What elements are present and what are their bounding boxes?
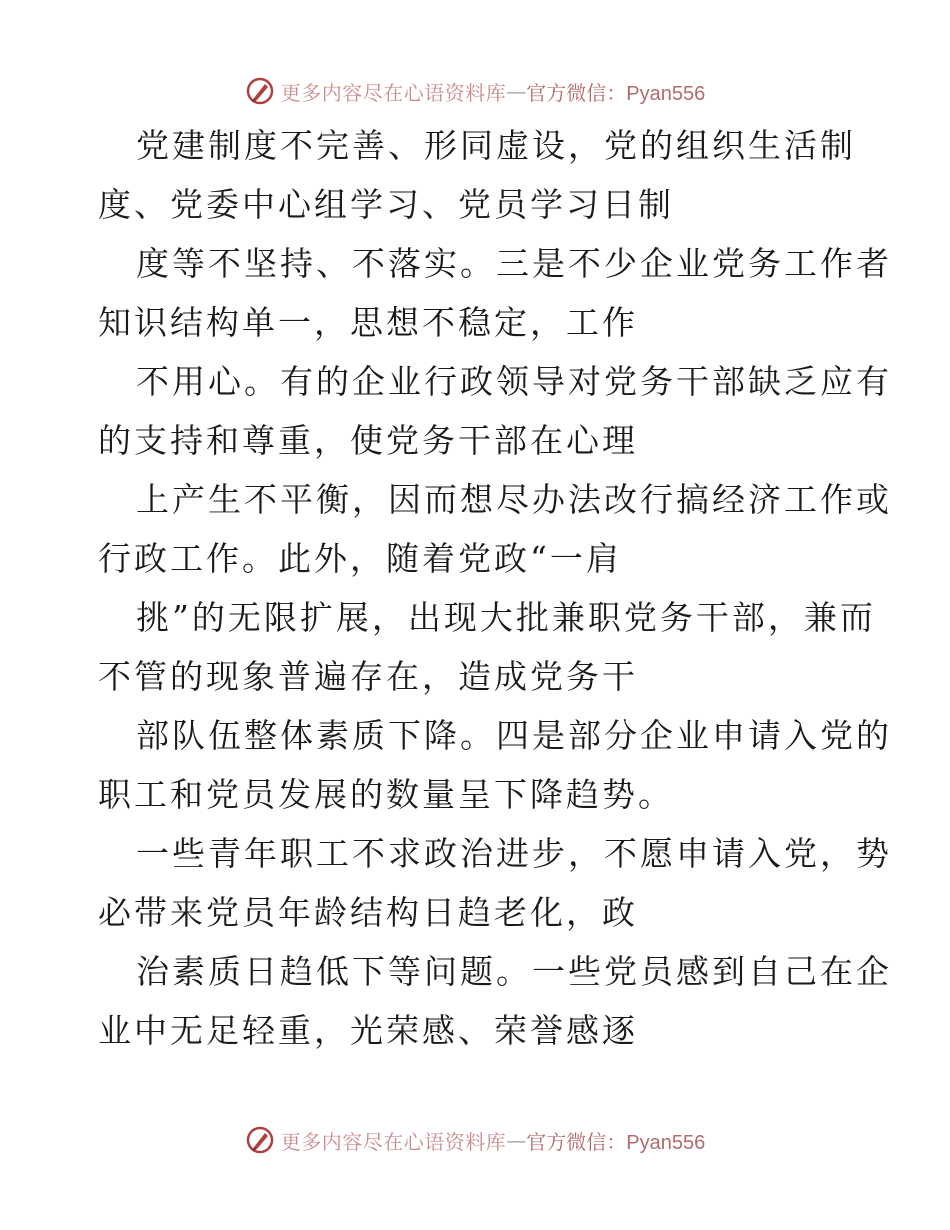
body-line: 部队伍整体素质下降。四是部分企业申请入党的 xyxy=(136,716,892,755)
footer-brand-text: 更多内容尽在心语资料库 xyxy=(280,1129,507,1154)
quill-pen-logo-icon xyxy=(245,76,275,106)
body-line: 行政工作。此外，随着党政“一肩 xyxy=(98,539,622,578)
body-line: 度等不坚持、不落实。三是不少企业党务工作者 xyxy=(136,244,892,283)
body-line: 上产生不平衡，因而想尽办法改行搞经济工作或 xyxy=(136,480,892,519)
body-line: 不管的现象普遍存在，造成党务干 xyxy=(98,657,638,696)
footer-wechat-text: 官方微信：Pyan556 xyxy=(526,1131,706,1154)
body-line: 业中无足轻重，光荣感、荣誉感逐 xyxy=(98,1011,638,1050)
footer-banner xyxy=(0,1120,950,1160)
header-banner xyxy=(0,71,950,111)
body-line: 治素质日趋低下等问题。一些党员感到自己在企 xyxy=(136,952,892,991)
header-separator: — xyxy=(506,79,527,103)
body-line: 一些青年职工不求政治进步，不愿申请入党，势 xyxy=(136,834,892,873)
body-line: 职工和党员发展的数量呈下降趋势。 xyxy=(98,775,674,814)
header-wechat-text: 官方微信：Pyan556 xyxy=(526,82,706,105)
body-line: 度、党委中心组学习、党员学习日制 xyxy=(98,185,674,224)
body-line: 党建制度不完善、形同虚设，党的组织生活制 xyxy=(136,126,856,165)
header-brand-text: 更多内容尽在心语资料库 xyxy=(280,80,507,105)
body-line: 知识结构单一，思想不稳定，工作 xyxy=(98,303,638,342)
body-line: 必带来党员年龄结构日趋老化，政 xyxy=(98,893,638,932)
document-body xyxy=(98,126,892,1070)
body-line: 挑”的无限扩展，出现大批兼职党务干部，兼而 xyxy=(136,598,876,637)
quill-pen-logo-icon xyxy=(245,1125,275,1155)
footer-separator: — xyxy=(506,1128,527,1152)
body-line: 的支持和尊重，使党务干部在心理 xyxy=(98,421,638,460)
body-line: 不用心。有的企业行政领导对党务干部缺乏应有 xyxy=(136,362,892,401)
